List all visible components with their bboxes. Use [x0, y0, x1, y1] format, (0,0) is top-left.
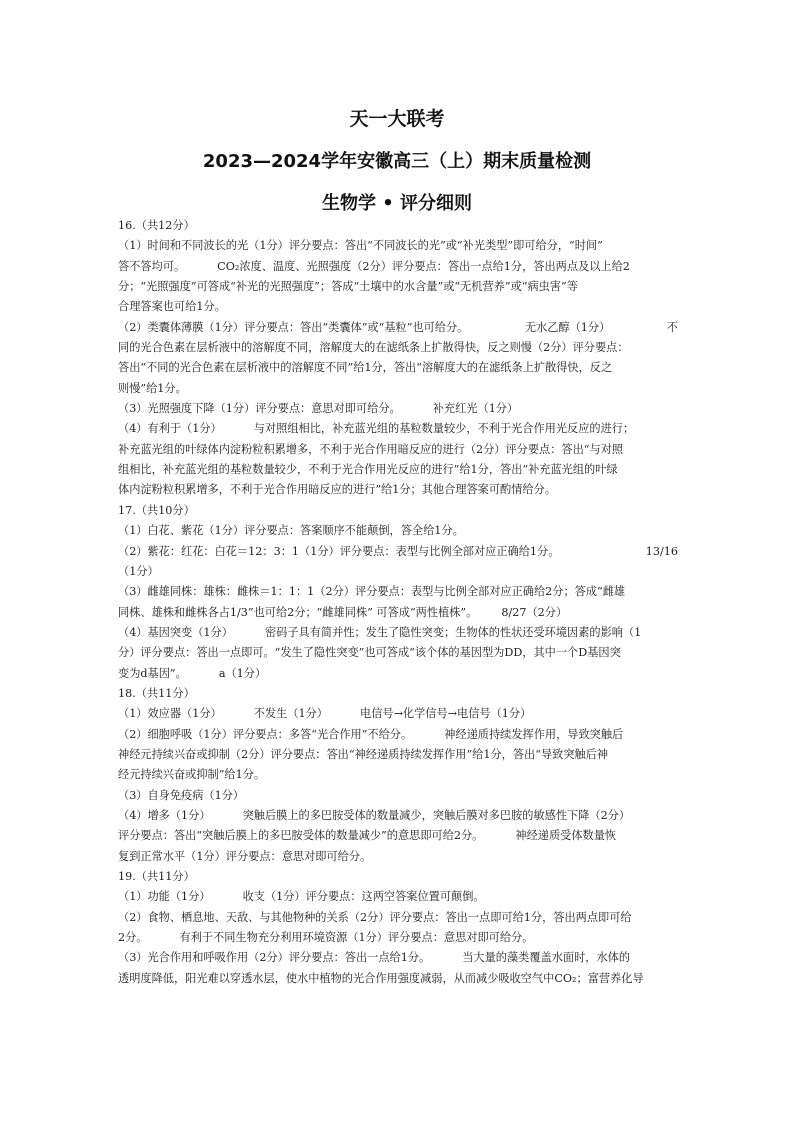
- subject-title: 生物学 • 评分细则: [321, 193, 473, 214]
- q17-line-3: （1分）: [118, 564, 159, 578]
- q18-line-5: （3）自身免疫病（1分）: [118, 788, 245, 802]
- q18-line-7: 评分要点：答出“突触后膜上的多巴胺受体的数量减少”的意思即可给2分。 神经递质受体数量恢: [118, 829, 617, 843]
- q18-line-1: （1）效应器（1分） 不发生（1分） 电信号→化学信号→电信号（1分）: [118, 707, 532, 721]
- q16-line-4: 合理答案也可给1分。: [118, 300, 226, 314]
- q19-line-4: （3）光合作用和呼吸作用（2分）评分要点：答出一点给1分。 当大量的藻类覆盖水面时，水体的: [118, 951, 631, 965]
- q16-line-6: 同的光合色素在层析液中的溶解度不同，溶解度大的在滤纸条上扩散得快，反之则慢（2分）评分要点：: [118, 341, 629, 355]
- q16-line-2: 答不答均可。 CO₂浓度、温度、光照强度（2分）评分要点：答出一点给1分，答出两点及以上给2: [118, 259, 630, 273]
- q16-line-13: 体内淀粉粒积累增多，不利于光合作用暗反应的进行”给1分；其他合理答案可酌情给分。: [118, 483, 556, 497]
- q17-line-5: 同株、雄株和雌株各占1/3”也可给2分；“雌雄同株” 可答成“两性植株”。 8/27（2分）: [118, 605, 568, 619]
- q16-line-11: 补充蓝光组的叶绿体内淀粉粒积累增多，不利于光合作用暗反应的进行（2分）评分要点：答出“与对照: [118, 442, 624, 456]
- q16-line-10: （4）有利于（1分） 与对照组相比，补充蓝光组的基粒数量较少，不利于光合作用光反应的进行；: [118, 422, 635, 436]
- q18-line-4: 经元持续兴奋或抑制”给1分。: [118, 768, 266, 782]
- q19-line-2: （2）食物、栖息地、天敌、与其他物种的关系（2分）评分要点：答出一点即可给1分，答出两点即可给: [118, 910, 632, 924]
- q16-line-3: 分；“光照强度”可答成“补光的光照强度”；答成“土壤中的水含量”或“无机营养”或“病虫害”等: [118, 280, 578, 294]
- q19-line-3: 2分。 有利于不同生物充分利用环境资源（1分）评分要点：意思对即可给分。: [118, 931, 534, 945]
- q19-heading: 19.（共11分）: [118, 870, 195, 883]
- q17-line-1: （1）白花、紫花（1分）评分要点：答案顺序不能颠倒，答全给1分。: [118, 524, 464, 538]
- q16-line-5: （2）类囊体薄膜（1分）评分要点：答出“类囊体”或“基粒”也可给分。 无水乙醇（1分） 不: [118, 320, 678, 334]
- q18-line-3: 神经元持续兴奋或抑制（2分）评分要点：答出“神经递质持续发挥作用”给1分，答出“导致突触后神: [118, 747, 609, 761]
- q18-line-8: 复到正常水平（1分）评分要点：意思对即可给分。: [118, 849, 372, 863]
- exam-org-title: 天一大联考: [349, 108, 445, 130]
- q19-line-5: 透明度降低，阳光难以穿透水层，使水中植物的光合作用强度减弱，从而减少吸收空气中CO₂；富营养化导: [118, 971, 644, 985]
- q17-line-6: （4）基因突变（1分） 密码子具有简并性；发生了隐性突变；生物体的性状还受环境因素的影响（1: [118, 625, 642, 639]
- q16-line-1: （1）时间和不同波长的光（1分）评分要点：答出“不同波长的光”或“补光类型”即可给分，“时间”: [118, 239, 603, 253]
- scoring-rules-body: [118, 216, 678, 989]
- q16-line-12: 组相比，补充蓝光组的基粒数量较少，不利于光合作用光反应的进行”给1分，答出“补充蓝光组的叶绿: [118, 463, 618, 477]
- q17-line-4: （3）雌雄同株：雄株：雌株＝1：1：1（2分）评分要点：表型与比例全部对应正确给2分；答成“雌雄: [118, 585, 626, 599]
- q18-line-6: （4）增多（1分） 突触后膜上的多巴胺受体的数量减少，突触后膜对多巴胺的敏感性下降（2分）: [118, 808, 631, 822]
- q16-heading: 16.（共12分）: [118, 219, 195, 232]
- q19-line-1: （1）功能（1分） 收支（1分）评分要点：这两空答案位置可颠倒。: [118, 890, 485, 904]
- q18-heading: 18.（共11分）: [118, 686, 195, 700]
- q18-line-2: （2）细胞呼吸（1分）评分要点：多答“光合作用”不给分。 神经递质持续发挥作用，导致突触后: [118, 727, 624, 741]
- exam-title: 2023—2024学年安徽高三（上）期末质量检测: [202, 151, 592, 172]
- q17-heading: 17.（共10分）: [118, 503, 195, 517]
- q17-line-7: 分）评分要点：答出一点即可。“发生了隐性突变”也可答成“该个体的基因型为DD，其中一个D基因突: [118, 646, 621, 660]
- q17-line-2: （2）紫花：红花：白花＝12：3：1（1分）评分要点：表型与比例全部对应正确给1分。 13/16: [118, 544, 678, 558]
- q16-line-8: 则慢”给1分。: [118, 381, 187, 395]
- q16-line-9: （3）光照强度下降（1分）评分要点：意思对即可给分。 补充红光（1分）: [118, 402, 519, 416]
- q16-line-7: 答出“不同的光合色素在层析液中的溶解度不同”给1分，答出“溶解度大的在滤纸条上扩散得快，反之: [118, 361, 613, 375]
- q17-line-8: 变为d基因”。 a（1分）: [118, 666, 267, 680]
